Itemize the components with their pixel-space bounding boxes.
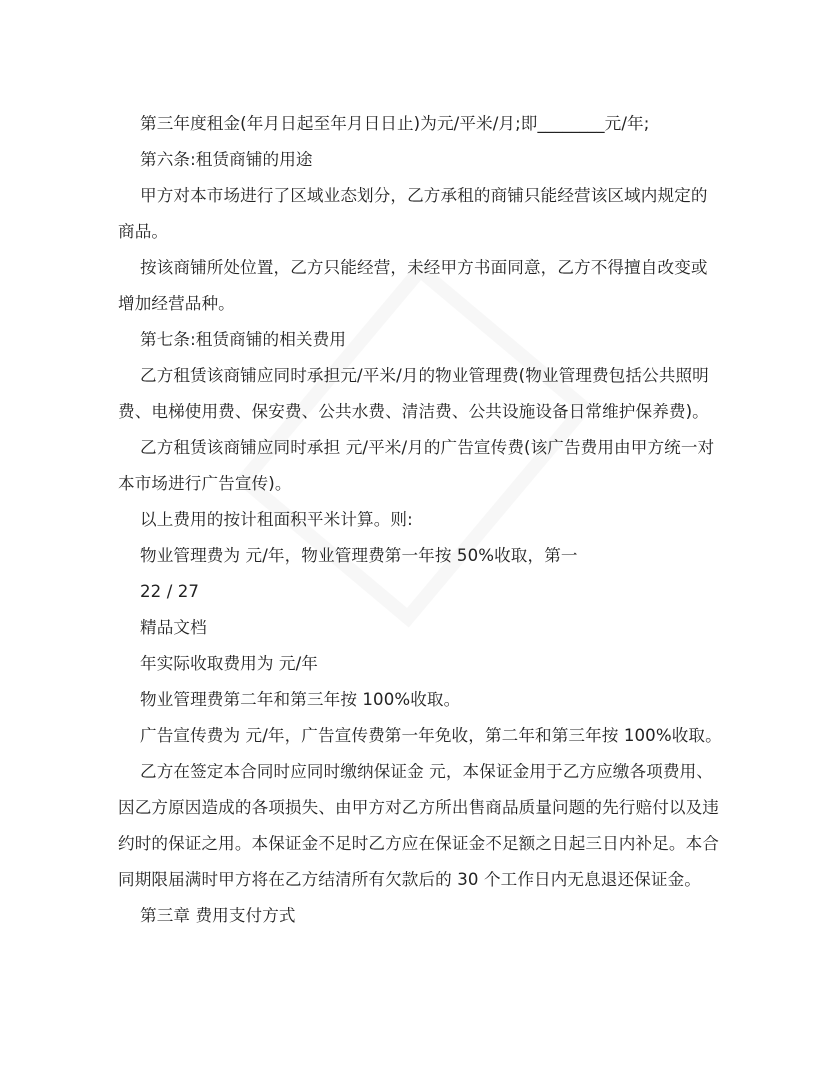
text-line: 乙方租赁该商铺应同时承担元/平米/月的物业管理费(物业管理费包括公共照明	[140, 366, 709, 385]
text-line: 乙方在签定本合同时应同时缴纳保证金 元，本保证金用于乙方应缴各项费用、	[140, 762, 713, 781]
text-line: 物业管理费为 元/年，物业管理费第一年按 50%收取，第一	[140, 546, 578, 565]
text-line: 第七条:租赁商铺的相关费用	[140, 330, 347, 349]
text-line: 约时的保证之用。本保证金不足时乙方应在保证金不足额之日起三日内补足。本合	[118, 834, 719, 853]
text-line: 增加经营品种。	[118, 294, 235, 313]
text-line: 同期限届满时甲方将在乙方结清所有欠款后的 30 个工作日内无息退还保证金。	[118, 870, 701, 889]
text-line: 费、电梯使用费、保安费、公共水费、清洁费、公共设施设备日常维护保养费)。	[118, 402, 709, 421]
text-line: 本市场进行广告宣传)。	[118, 474, 292, 493]
text-line: 第六条:租赁商铺的用途	[140, 150, 313, 169]
text-line: 年实际收取费用为 元/年	[140, 654, 319, 673]
text-line: 按该商铺所处位置，乙方只能经营，未经甲方书面同意，乙方不得擅自改变或	[140, 258, 708, 277]
text-line: 以上费用的按计租面积平米计算。则:	[140, 510, 413, 529]
text-line: 因乙方原因造成的各项损失、由甲方对乙方所出售商品质量问题的先行赔付以及违	[118, 798, 719, 817]
text-line: 精品文档	[140, 618, 207, 637]
text-line: 乙方租赁该商铺应同时承担 元/平米/月的广告宣传费(该广告费用由甲方统一对	[140, 438, 715, 457]
document-page	[118, 106, 722, 934]
text-line: 甲方对本市场进行了区域业态划分，乙方承租的商铺只能经营该区域内规定的	[140, 186, 708, 205]
text-line: 商品。	[118, 222, 169, 241]
text-line: 第三年度租金(年月日起至年月日日止)为元/平米/月;即________元/年;	[140, 114, 650, 133]
text-line: 22 / 27	[140, 582, 200, 601]
text-line: 广告宣传费为 元/年，广告宣传费第一年免收，第二年和第三年按 100%收取。	[140, 726, 722, 745]
text-line: 第三章 费用支付方式	[140, 906, 296, 925]
text-line: 物业管理费第二年和第三年按 100%收取。	[140, 690, 461, 709]
